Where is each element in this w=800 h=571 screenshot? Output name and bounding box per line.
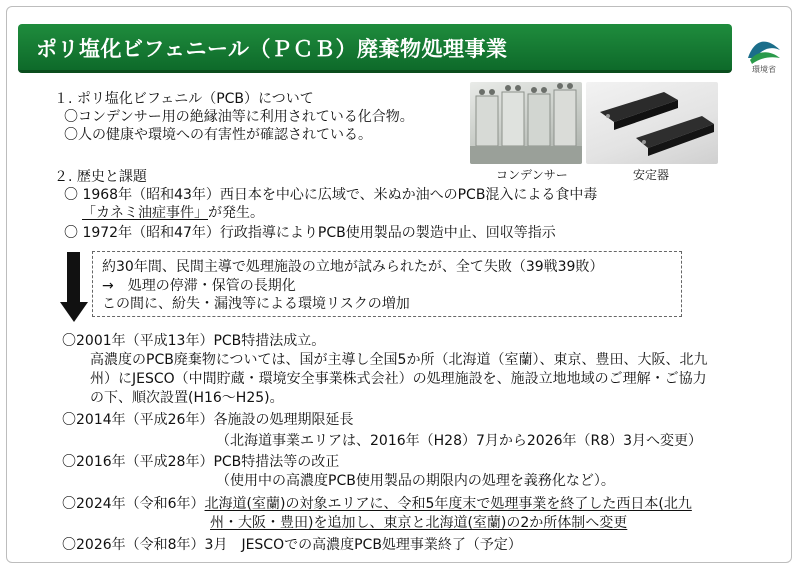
timeline-2024-underlined-2: 州・大阪・豊田)を追加し、東京と北海道(室蘭)の2か所体制へ変更: [210, 515, 628, 531]
capacitor-caption: コンデンサー: [496, 168, 568, 182]
timeline-2014-lead: 〇2014年（平成26年）各施設の処理期限延長: [62, 412, 354, 428]
section1-item-1: 〇コンデンサー用の絶縁油等に利用されている化合物。: [64, 109, 414, 125]
timeline-2016-lead: 〇2016年（平成28年）PCB特措法等の改正: [62, 454, 340, 470]
logo-caption: 環境省: [752, 65, 776, 74]
section1-heading: １. ポリ塩化ビフェニル（PCB）について: [54, 91, 314, 107]
section2-heading: ２. 歴史と課題: [54, 169, 147, 185]
timeline-2024-line-1: [62, 495, 692, 513]
down-arrow-icon: [60, 302, 88, 322]
page-title: ポリ塩化ビフェニール（ＰＣＢ）廃棄物処理事業: [36, 37, 508, 61]
timeline-2026-lead: 〇2026年（令和8年）3月 JESCOでの高濃度PCB処理事業終了（予定）: [62, 537, 522, 553]
capacitor-photo: [470, 82, 582, 164]
ballast-photo: [586, 82, 718, 164]
section2-item1-rest: が発生。: [208, 205, 264, 221]
timeline-2024-prefix: 〇2024年（令和6年）: [62, 496, 205, 512]
timeline-2024-underlined-1: 北海道(室蘭)の対象エリアに、令和5年度末で処理事業を終了した西日本(北九: [204, 496, 692, 512]
section2-item2: 〇 1972年（昭和47年）行政指導によりPCB使用製品の製造中止、回収等指示: [64, 225, 556, 241]
timeline-2001-line-1: 高濃度のPCB廃棄物については、国が主導し全国5か所（北海道（室蘭）、東京、豊田、大阪、北九: [90, 352, 708, 368]
ballast-photo-icon: [586, 82, 718, 164]
ballast-caption: 安定器: [633, 168, 670, 182]
section1-item-2: 〇人の健康や環境への有害性が確認されている。: [64, 127, 372, 143]
timeline-2001-lead: 〇2001年（平成13年）PCB特措法成立。: [62, 333, 326, 349]
section2-item1-line1: 〇 1968年（昭和43年）西日本を中心に広域で、米ぬか油へのPCB混入による食中毒: [64, 187, 598, 203]
box-line-2: → 処理の停滞・保管の長期化: [102, 278, 296, 294]
box-line-3: この間に、紛失・漏洩等による環境リスクの増加: [102, 296, 410, 312]
timeline-2014-sub: （北海道事業エリアは、2016年（H28）7月から2026年（R8）3月へ変更）: [216, 433, 703, 449]
timeline-2001-line-2: 州）にJESCO（中間貯蔵・環境安全事業株式会社）の処理施設を、施設立地地域のご理解・ご協力: [90, 371, 707, 387]
section2-item1-line2: [82, 204, 264, 222]
down-arrow-shaft: [67, 252, 80, 304]
kanemi-incident-label: 「カネミ油症事件」: [82, 205, 208, 221]
capacitor-photo-icon: [470, 82, 582, 164]
timeline-2016-sub: （使用中の高濃度PCB使用製品の期限内の処理を義務化など）。: [216, 473, 615, 489]
timeline-2001-line-3: の下、順次設置(H16～H25)。: [90, 390, 284, 406]
box-line-1: 約30年間、民間主導で処理施設の立地が試みられたが、全て失敗（39戦39敗）: [102, 259, 604, 275]
